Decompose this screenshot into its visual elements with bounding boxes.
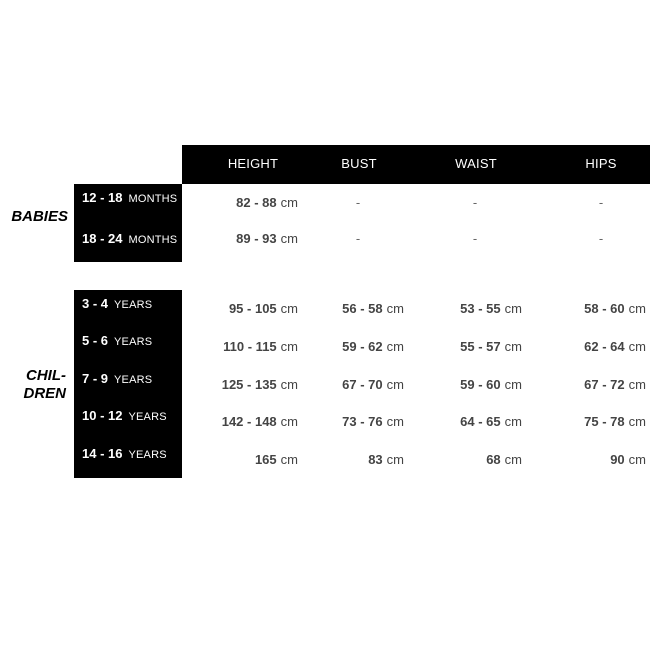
age-label: 14 - 16 YEARS xyxy=(82,446,167,461)
bust-cell: - xyxy=(355,195,361,210)
waist-cell: 53 - 55 cm xyxy=(460,301,522,316)
group-label-children-line1: CHIL- xyxy=(26,367,66,384)
group-label-children xyxy=(0,367,66,403)
hips-cell: - xyxy=(598,231,604,246)
age-label: 12 - 18 MONTHS xyxy=(82,190,178,205)
age-label: 3 - 4 YEARS xyxy=(82,296,153,311)
hips-cell: 67 - 72 cm xyxy=(584,377,646,392)
waist-cell: - xyxy=(472,195,478,210)
bust-cell: 59 - 62 cm xyxy=(342,339,404,354)
waist-cell: 55 - 57 cm xyxy=(460,339,522,354)
hips-cell: 90 cm xyxy=(610,452,646,467)
age-label: 18 - 24 MONTHS xyxy=(82,231,178,246)
age-label: 10 - 12 YEARS xyxy=(82,408,167,423)
bust-cell: 56 - 58 cm xyxy=(342,301,404,316)
age-label: 7 - 9 YEARS xyxy=(82,371,153,386)
height-cell: 95 - 105 cm xyxy=(228,301,298,316)
waist-cell: 59 - 60 cm xyxy=(460,377,522,392)
group-label-babies: BABIES xyxy=(11,208,68,225)
age-label: 5 - 6 YEARS xyxy=(82,333,153,348)
bust-cell: - xyxy=(355,231,361,246)
group-label-children-line2: DREN xyxy=(23,385,66,402)
bust-cell: 67 - 70 cm xyxy=(342,377,404,392)
hips-cell: 75 - 78 cm xyxy=(584,414,646,429)
bust-cell: 73 - 76 cm xyxy=(342,414,404,429)
height-cell: 110 - 115 cm xyxy=(223,339,298,354)
hips-cell: 58 - 60 cm xyxy=(584,301,646,316)
height-cell: 89 - 93 cm xyxy=(236,231,298,246)
column-header-height: HEIGHT xyxy=(227,156,279,171)
height-cell: 125 - 135 cm xyxy=(221,377,298,392)
column-header-waist: WAIST xyxy=(455,156,497,171)
hips-cell: 62 - 64 cm xyxy=(584,339,646,354)
waist-cell: - xyxy=(472,231,478,246)
column-header-hips: HIPS xyxy=(585,156,617,171)
height-cell: 82 - 88 cm xyxy=(236,195,298,210)
hips-cell: - xyxy=(598,195,604,210)
height-cell: 142 - 148 cm xyxy=(221,414,298,429)
waist-cell: 64 - 65 cm xyxy=(460,414,522,429)
waist-cell: 68 cm xyxy=(486,452,522,467)
column-header-bust: BUST xyxy=(341,156,377,171)
height-cell: 165 cm xyxy=(254,452,298,467)
bust-cell: 83 cm xyxy=(368,452,404,467)
